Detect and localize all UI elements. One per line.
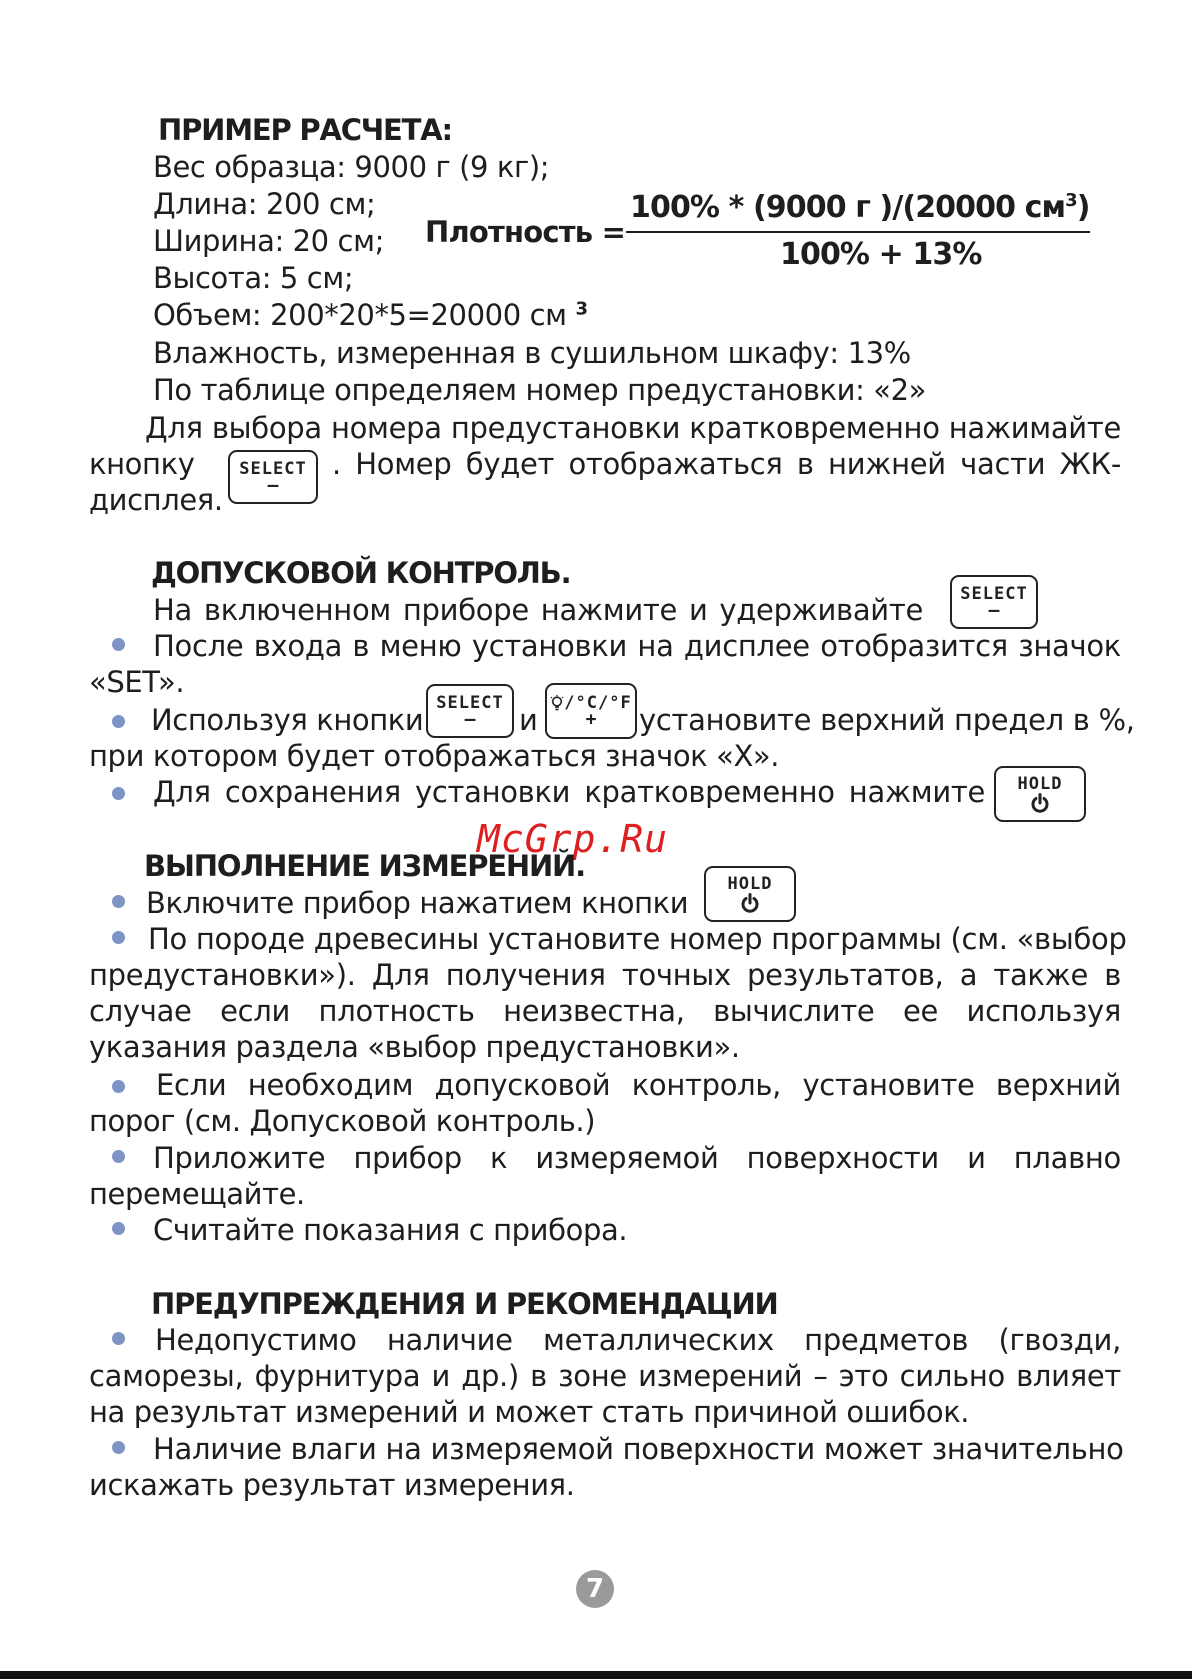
bullet bbox=[112, 895, 125, 908]
bullet bbox=[112, 1441, 125, 1454]
minus-sign: – bbox=[267, 475, 279, 496]
hold-button[interactable] bbox=[704, 866, 796, 922]
numerator-close: ) bbox=[1076, 190, 1090, 225]
tolerance-b2-end: установите верхний предел в %, bbox=[639, 703, 1135, 737]
hold-button[interactable] bbox=[994, 766, 1086, 822]
example-volume bbox=[153, 297, 588, 333]
measure-b3-line1: Если необходим допусковой контроль, установите верхний bbox=[156, 1068, 1121, 1102]
hold-button-label: HOLD bbox=[1017, 774, 1063, 794]
tolerance-heading: ДОПУСКОВОЙ КОНТРОЛЬ. bbox=[151, 556, 571, 590]
warnings-b1-line1: Недопустимо наличие металлических предметов (гвозди, bbox=[155, 1323, 1121, 1357]
tolerance-b1-line2: «SET». bbox=[89, 665, 185, 699]
hold-button-label: HOLD bbox=[727, 874, 773, 894]
tolerance-b2-start: Используя кнопки bbox=[151, 703, 424, 737]
preset-choice-line2-start: кнопку bbox=[89, 447, 195, 481]
tolerance-b1-line1: После входа в меню установки на дисплее отобразится значок bbox=[153, 629, 1121, 663]
power-icon bbox=[740, 893, 760, 913]
tolerance-b3: Для сохранения установки кратковременно нажмите bbox=[153, 775, 985, 809]
select-button-label: SELECT bbox=[960, 584, 1028, 604]
formula-numerator bbox=[630, 190, 1090, 225]
formula-denominator: 100% + 13% bbox=[780, 237, 982, 272]
example-weight: Вес образца: 9000 г (9 кг); bbox=[153, 150, 550, 184]
measure-b5: Считайте показания с прибора. bbox=[153, 1213, 628, 1247]
measure-b2-line4: указания раздела «выбор предустановки». bbox=[89, 1030, 740, 1064]
measure-heading: ВЫПОЛНЕНИЕ ИЗМЕРЕНИЙ. bbox=[144, 849, 585, 883]
temp-unit-text: /°C/°F bbox=[564, 693, 632, 713]
fraction-line bbox=[626, 231, 1090, 233]
tolerance-b2-and: и bbox=[519, 703, 538, 737]
measure-b3-line2: порог (см. Допусковой контроль.) bbox=[89, 1104, 596, 1138]
warnings-b1-line3: на результат измерений и может стать причиной ошибок. bbox=[89, 1395, 970, 1429]
select-button[interactable] bbox=[950, 575, 1038, 629]
bullet bbox=[112, 787, 125, 800]
warnings-b2-line1: Наличие влаги на измеряемой поверхности может значительно bbox=[153, 1432, 1124, 1466]
power-icon bbox=[1030, 793, 1050, 813]
example-width: Ширина: 20 см; bbox=[153, 224, 384, 258]
example-preset: По таблице определяем номер предустановки: «2» bbox=[153, 373, 927, 407]
page-number: 7 bbox=[576, 1570, 614, 1608]
warnings-b1-line2: саморезы, фурнитура и др.) в зоне измерений – это сильно влияет bbox=[89, 1359, 1121, 1393]
preset-choice-line3: дисплея. bbox=[89, 483, 223, 517]
example-length: Длина: 200 см; bbox=[153, 187, 376, 221]
bullet bbox=[112, 1080, 125, 1093]
bullet bbox=[112, 715, 125, 728]
measure-b2-line3: случае если плотность неизвестна, вычислите ее используя bbox=[89, 994, 1121, 1028]
bullet bbox=[112, 1150, 125, 1163]
preset-choice-line1: Для выбора номера предустановки кратковременно нажимайте bbox=[145, 411, 1121, 445]
example-heading: ПРИМЕР РАСЧЕТА: bbox=[158, 113, 452, 147]
measure-b1: Включите прибор нажатием кнопки bbox=[146, 886, 689, 920]
example-height: Высота: 5 см; bbox=[153, 261, 354, 295]
measure-b4-line1: Приложите прибор к измеряемой поверхности и плавно bbox=[153, 1141, 1121, 1175]
plus-sign: + bbox=[585, 709, 597, 730]
numerator-exponent: 3 bbox=[1065, 190, 1077, 211]
select-button[interactable] bbox=[228, 450, 318, 504]
bullet bbox=[112, 1332, 125, 1345]
warnings-b2-line2: искажать результат измерения. bbox=[89, 1468, 575, 1502]
warnings-heading: ПРЕДУПРЕЖДЕНИЯ И РЕКОМЕНДАЦИИ bbox=[151, 1287, 778, 1321]
bottom-border bbox=[0, 1671, 1192, 1679]
watermark: McGrp.Ru bbox=[477, 817, 669, 861]
bullet bbox=[112, 1222, 125, 1235]
temp-unit-button[interactable] bbox=[545, 683, 637, 739]
select-button-label: SELECT bbox=[239, 459, 307, 479]
example-humidity: Влажность, измеренная в сушильном шкафу: 13% bbox=[153, 336, 911, 370]
minus-sign: – bbox=[988, 600, 1000, 621]
measure-b4-line2: перемещайте. bbox=[89, 1177, 305, 1211]
light-bulb-icon bbox=[550, 695, 564, 712]
tolerance-intro: На включенном приборе нажмите и удерживайте bbox=[153, 593, 923, 627]
minus-sign: – bbox=[464, 709, 476, 730]
density-label: Плотность = bbox=[425, 215, 626, 249]
tolerance-b2-line2: при котором будет отображаться значок «X». bbox=[89, 739, 780, 773]
volume-exponent: 3 bbox=[575, 298, 588, 320]
measure-b2-line2: предустановки»). Для получения точных результатов, а также в bbox=[89, 958, 1121, 992]
select-button-label: SELECT bbox=[436, 693, 504, 713]
volume-text: Объем: 200*20*5=20000 см bbox=[153, 298, 567, 332]
bullet bbox=[112, 931, 125, 944]
preset-choice-line2-end: . Номер будет отображаться в нижней части ЖК- bbox=[332, 447, 1121, 481]
select-button[interactable] bbox=[426, 684, 514, 738]
measure-b2-line1: По породе древесины установите номер программы (см. «выбор bbox=[148, 922, 1127, 956]
bullet bbox=[112, 638, 125, 651]
numerator-text: 100% * (9000 г )/(20000 см bbox=[630, 190, 1066, 225]
